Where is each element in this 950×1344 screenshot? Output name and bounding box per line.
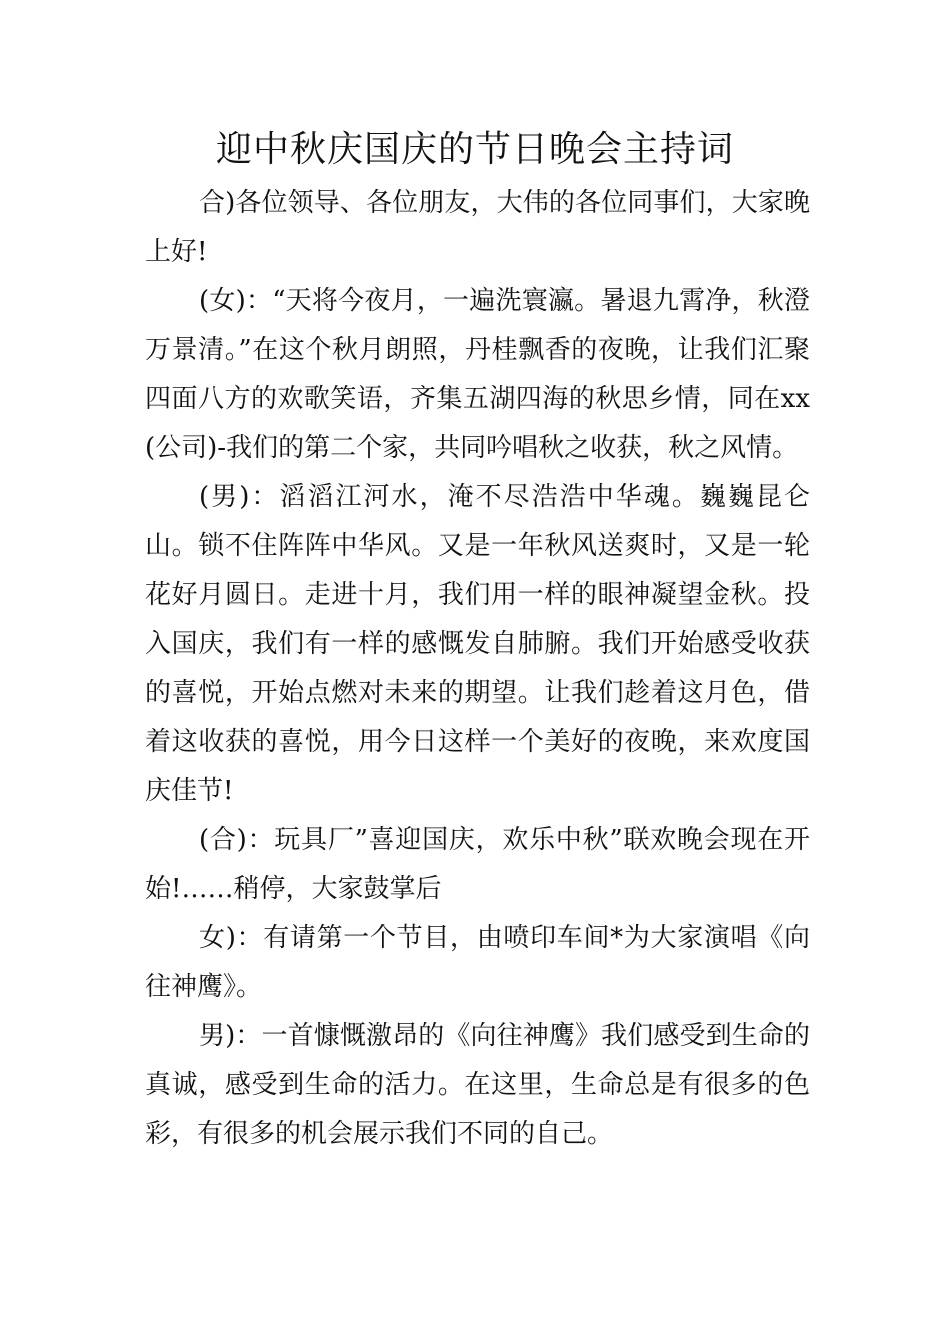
document-body bbox=[145, 179, 810, 1159]
paragraph-greeting: 合)各位领导、各位朋友，大伟的各位同事们，大家晚上好! bbox=[145, 188, 810, 267]
paragraph-male-comment: 男)：一首慷慨激昂的《向往神鹰》我们感受到生命的真诚，感受到生命的活力。在这里，生命总是有很多的色彩，有很多的机会展示我们不同的自己。 bbox=[145, 1021, 810, 1149]
paragraph-joint-announcement: (合)：玩具厂”喜迎国庆，欢乐中秋”联欢晚会现在开始!……稍停，大家鼓掌后 bbox=[145, 825, 810, 904]
paragraph-male-opening: (男)：滔滔江河水，淹不尽浩浩中华魂。巍巍昆仑山。锁不住阵阵中华风。又是一年秋风送爽时，又是一轮花好月圆日。走进十月，我们用一样的眼神凝望金秋。投入国庆，我们有一样的感慨发自肺腑。我们开始感受收获的喜悦，开始点燃对未来的期望。让我们趁着这月色，借着这收获的喜悦，用今日这样一个美好的夜晚，来欢度国庆佳节! bbox=[145, 482, 810, 806]
document-title: 迎中秋庆国庆的节日晚会主持词 bbox=[215, 129, 734, 170]
paragraph-female-opening: (女)：“天将今夜月，一遍洗寰瀛。暑退九霄净，秋澄万景清。”在这个秋月朗照，丹桂飘香的夜晚，让我们汇聚四面八方的欢歌笑语，齐集五湖四海的秋思乡情，同在xx(公司)-我们的第二个家，共同吟唱秋之收获，秋之风情。 bbox=[145, 286, 810, 463]
paragraph-female-first-act: 女)：有请第一个节目，由喷印车间*为大家演唱《向往神鹰》。 bbox=[145, 923, 810, 1002]
